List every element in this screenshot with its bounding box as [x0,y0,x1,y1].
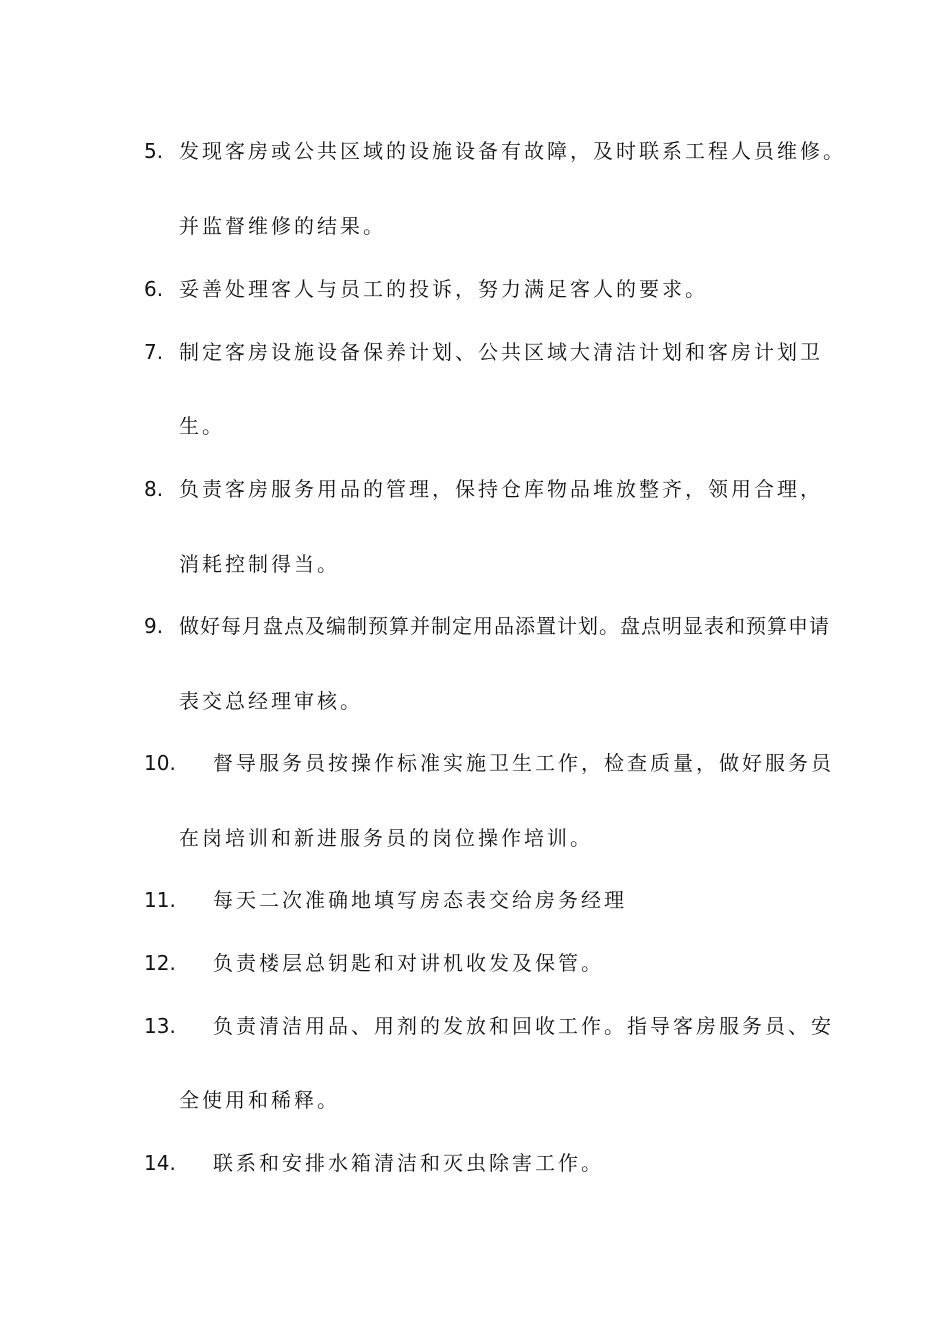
item-number: 11. [144,888,176,912]
item-continuation: 并监督维修的结果。 [179,214,386,238]
item-number: 6. [144,277,164,301]
item-text: 发现客房或公共区域的设施设备有故障，及时联系工程人员维修。 [179,139,846,163]
item-text: 负责客房服务用品的管理，保持仓库物品堆放整齐，领用合理， [179,477,823,501]
item-number: 13. [144,1014,176,1038]
item-text: 妥善处理客人与员工的投诉，努力满足客人的要求。 [179,277,708,301]
item-text: 做好每月盘点及编制预算并制定用品添置计划。盘点明显表和预算申请 [179,614,830,638]
item-number: 12. [144,951,176,975]
item-number: 8. [144,477,164,501]
item-continuation: 生。 [179,414,225,438]
item-text: 制定客房设施设备保养计划、公共区域大清洁计划和客房计划卫 [179,340,823,364]
item-continuation: 全使用和稀释。 [179,1088,340,1112]
item-text: 督导服务员按操作标准实施卫生工作，检查质量，做好服务员 [213,751,834,775]
item-continuation: 在岗培训和新进服务员的岗位操作培训。 [179,826,593,850]
item-number: 7. [144,340,164,364]
item-number: 9. [144,614,164,638]
item-text: 联系和安排水箱清洁和灭虫除害工作。 [213,1151,604,1175]
item-number: 14. [144,1151,176,1175]
item-continuation: 表交总经理审核。 [179,689,363,713]
item-continuation: 消耗控制得当。 [179,552,340,576]
item-text: 每天二次准确地填写房态表交给房务经理 [213,888,627,912]
item-number: 5. [144,139,164,163]
item-text: 负责楼层总钥匙和对讲机收发及保管。 [213,951,604,975]
item-number: 10. [144,751,176,775]
item-text: 负责清洁用品、用剂的发放和回收工作。指导客房服务员、安 [213,1014,834,1038]
